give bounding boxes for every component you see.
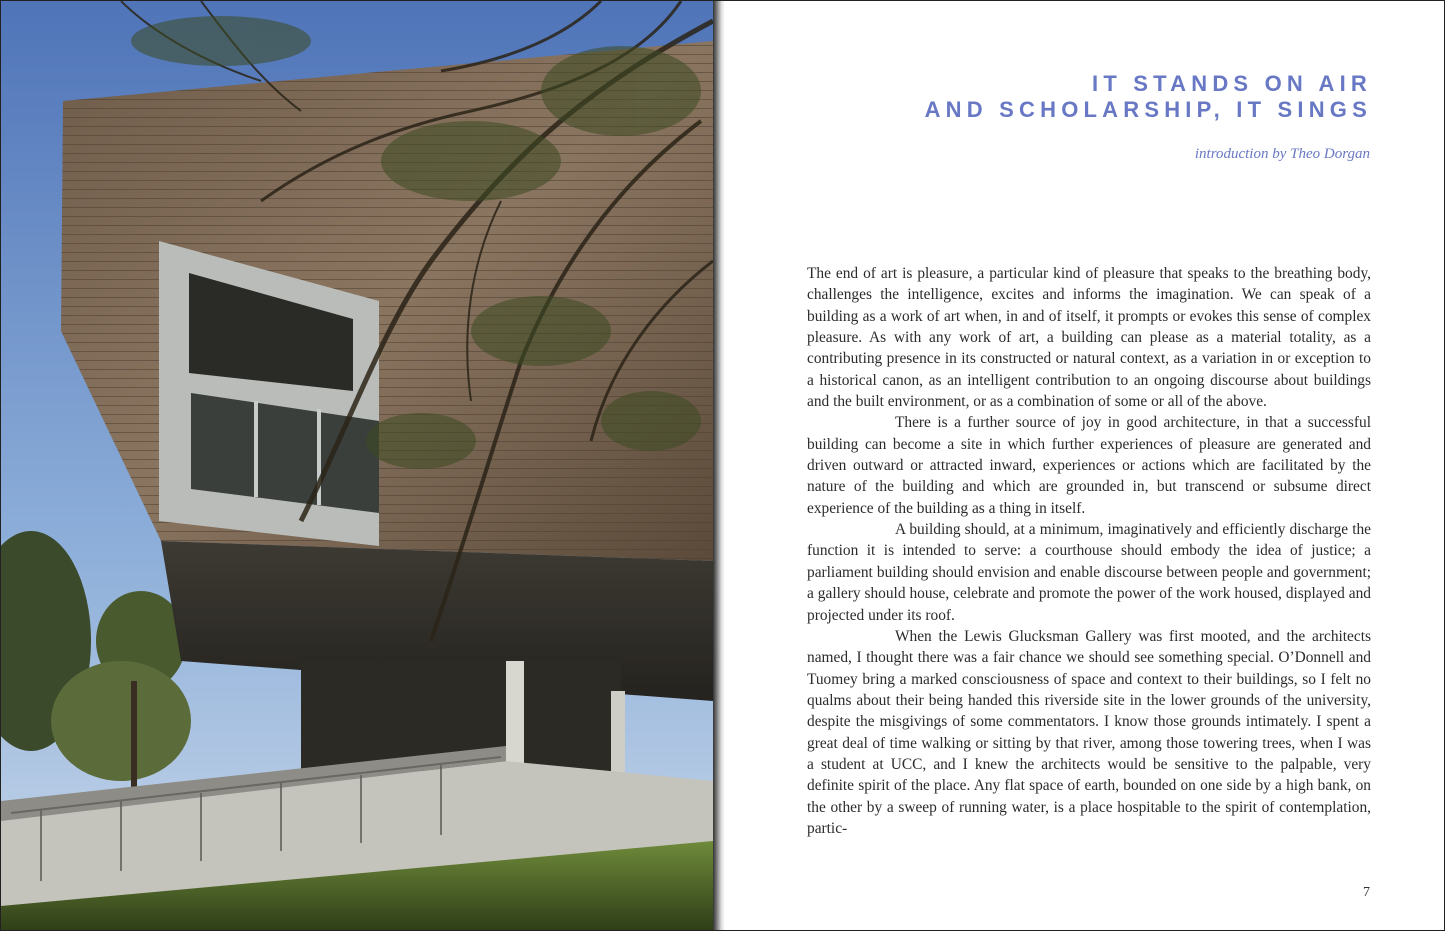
paragraph-3: A building should, at a minimum, imaginatively and efficiently discharge the function it is intended to serve: a courthouse should embody the idea of justice; a parliament building should envision and enable discourse between people and government; a gallery should house, celebrate and promote the power of the work housed, displayed and projected under its roof.	[807, 521, 1371, 624]
chapter-title-line-2: AND SCHOLARSHIP, IT SINGS	[924, 97, 1372, 122]
body-text	[807, 263, 1371, 839]
paragraph-2: There is a further source of joy in good architecture, in that a successful building can become a site in which further experiences of pleasure are generated and driven outward or attracted inward, experiences or actions which are facilitated by the nature of the building and which are grounded in, but transcend or subsume direct experience of the building as a thing in itself.	[807, 414, 1371, 517]
building-photograph	[1, 1, 713, 930]
byline: introduction by Theo Dorgan	[1194, 146, 1370, 162]
book-gutter	[713, 1, 725, 930]
paragraph-1: The end of art is pleasure, a particular kind of pleasure that speaks to the breathing body, challenges the intelligence, excites and informs the imagination. We can speak of a building as a work of art when, in and of itself, it prompts or evokes this sense of complex pleasure. As with any work of art, a building can please as a material totality, as a contributing presence in its constructed or natural context, as a variation in or exception to a historical canon, as an intelligent contribution to an ongoing discourse about buildings and the built environment, or as a combination of some or all of the above.	[807, 265, 1371, 411]
page-number: 7	[1363, 885, 1370, 900]
chapter-title-line-1: IT STANDS ON AIR	[1092, 71, 1372, 96]
text-page	[725, 1, 1444, 930]
chapter-title	[925, 71, 1372, 123]
paragraph-4: When the Lewis Glucksman Gallery was first mooted, and the architects named, I thought there was a fair chance we should see something special. O’Donnell and Tuomey bring a marked consciousness of space and context to their buildings, so I felt no qualms about their being handed this riverside site in the lower grounds of the university, despite the misgivings of some commentators. I know those grounds intimately. I spent a great deal of time walking or sitting by that river, among those towering trees, when I was a student at UCC, and I knew the architects would be sensitive to the palpable, very definite spirit of the place. Any flat space of earth, bounded on one side by a high bank, on the other by a sweep of running water, is a place hospitable to the spirit of contemplation, partic-	[807, 627, 1371, 837]
